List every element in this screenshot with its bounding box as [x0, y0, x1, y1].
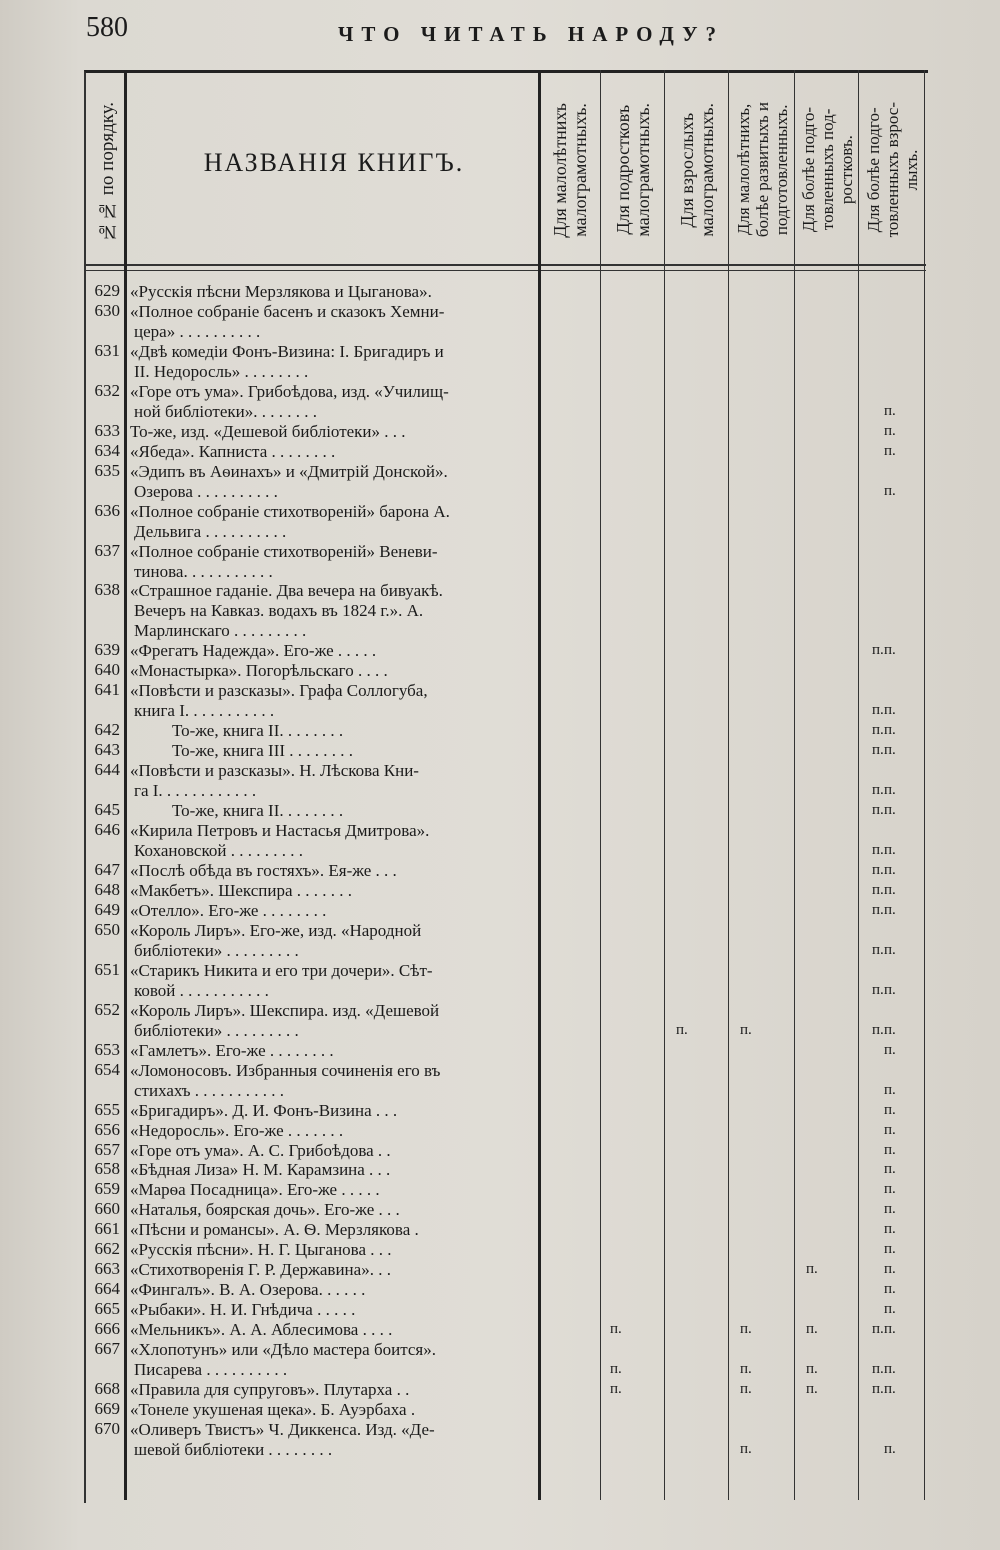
row-number: 629: [94, 281, 120, 300]
recommendation-mark: п.: [884, 862, 896, 878]
book-title-line: «Хлопотунъ» или «Дѣло мастера боится».: [130, 1340, 436, 1360]
book-title-line: ковой . . . . . . . . . . .: [134, 980, 269, 1000]
row-number: 653: [94, 1039, 120, 1059]
row-number: 646: [94, 820, 120, 840]
column-rule: [600, 70, 601, 1500]
row-number: 638: [94, 580, 120, 600]
recommendation-mark: п.: [884, 422, 896, 439]
recommendation-mark: п.: [884, 941, 896, 958]
recommendation-mark: п.: [884, 1281, 896, 1298]
recommendation-mark: п.: [884, 402, 896, 419]
recommendation-mark: п.: [884, 901, 896, 918]
row-number: 660: [94, 1199, 120, 1219]
recommendation-mark: п.: [740, 1361, 752, 1378]
category-header-text: Для болѣе подго- товленныхъ под- ростковъ.: [798, 107, 856, 233]
row-number: 630: [94, 300, 120, 320]
recommendation-mark: п.: [884, 742, 896, 759]
recommendation-mark: п.: [884, 981, 896, 998]
book-title-line: книга I. . . . . . . . . . .: [134, 701, 275, 721]
book-title-line: «Старикъ Никита и его три дочери». Сѣт-: [130, 960, 433, 980]
column-rule: [664, 70, 665, 1500]
book-title-line: «Король Лиръ». Шекспира. изд. «Дешевой: [130, 1000, 440, 1020]
recommendation-mark: п.: [884, 1161, 896, 1178]
book-title-line: шевой библіотеки . . . . . . . .: [134, 1439, 333, 1459]
book-title-line: «Ябеда». Капниста . . . . . . . .: [130, 441, 336, 461]
category-header: [602, 80, 664, 260]
row-number: 657: [94, 1139, 120, 1159]
row-number: 631: [94, 340, 120, 360]
recommendation-mark: п.: [806, 1381, 818, 1398]
row-number: 648: [94, 879, 120, 899]
book-title-line: «Марѳа Посадница». Его-же . . . . .: [130, 1180, 380, 1200]
book-title-line: «Гамлетъ». Его-же . . . . . . . .: [130, 1040, 334, 1060]
title-column-header: НАЗВАНІЯ КНИГЪ.: [203, 148, 465, 177]
row-number: 655: [94, 1099, 120, 1119]
book-title-line: «Послѣ обѣда въ гостяхъ». Ея-же . . .: [130, 861, 397, 880]
row-number: 641: [94, 680, 120, 700]
recommendation-mark: п.: [872, 881, 884, 898]
recommendation-mark: п.: [884, 1221, 896, 1238]
book-title-line: «Полное собраніе стихотвореній» Веневи-: [130, 541, 438, 561]
book-title-line: «Ломоносовъ. Избранныя сочиненія его въ: [130, 1060, 441, 1080]
book-title-line: То-же, книга II. . . . . . . .: [172, 721, 344, 741]
book-title-line: «Русскія пѣсни». Н. Г. Цыганова . . .: [130, 1240, 392, 1260]
recommendation-mark: п.: [884, 702, 896, 719]
row-number: 667: [94, 1339, 120, 1359]
book-title-line: «Повѣсти и разсказы». Н. Лѣскова Кни-: [130, 761, 419, 781]
row-number: 647: [94, 860, 120, 879]
book-title-line: «Русскія пѣсни Мерзлякова и Цыганова».: [130, 282, 432, 301]
recommendation-mark: п.: [872, 1381, 884, 1398]
recommendation-mark: п.: [884, 1141, 896, 1158]
row-number: 645: [94, 800, 120, 820]
book-title-line: «Рыбаки». Н. И. Гнѣдича . . . . .: [130, 1300, 356, 1320]
row-number: 656: [94, 1119, 120, 1139]
book-title-line: «Полное собраніе стихотвореній» барона А.: [130, 501, 450, 521]
book-title-line: То-же, книга II. . . . . . . .: [172, 801, 344, 821]
book-title-line: «Страшное гаданіе. Два вечера на бивуакѣ.: [130, 581, 443, 601]
recommendation-mark: п.: [884, 881, 896, 898]
recommendation-mark: п.: [884, 1101, 896, 1118]
recommendation-mark: п.: [872, 742, 884, 759]
row-number: 636: [94, 500, 120, 520]
column-rule: [794, 70, 795, 1500]
number-column-rule: [124, 70, 127, 1500]
row-number: 661: [94, 1219, 120, 1239]
book-title-line: библіотеки» . . . . . . . . .: [134, 1020, 299, 1040]
recommendation-mark: п.: [884, 802, 896, 819]
recommendation-mark: п.: [806, 1261, 818, 1278]
recommendation-mark: п.: [884, 482, 896, 499]
number-column-header-text: №№ по порядку.: [97, 101, 118, 243]
recommendation-mark: п.: [884, 722, 896, 739]
book-title-line: стихахъ . . . . . . . . . . .: [134, 1080, 285, 1100]
row-number: 650: [94, 919, 120, 939]
row-number: 637: [94, 540, 120, 560]
recommendation-mark: п.: [610, 1381, 622, 1398]
recommendation-mark: п.: [872, 1321, 884, 1338]
row-number: 669: [94, 1399, 120, 1419]
book-title-line: «Правила для супруговъ». Плутарха . .: [130, 1380, 410, 1400]
row-number: 668: [94, 1379, 120, 1399]
recommendation-mark: п.: [884, 1081, 896, 1098]
book-title-line: библіотеки» . . . . . . . . .: [134, 940, 299, 960]
row-number: 651: [94, 959, 120, 979]
header-divider: [84, 264, 926, 271]
recommendation-mark: п.: [872, 802, 884, 819]
row-number: 659: [94, 1179, 120, 1199]
book-title-line: «Фрегатъ Надежда». Его-же . . . . .: [130, 641, 377, 661]
book-title-line: «Тонеле укушеная щека». Б. Ауэрбаха .: [130, 1400, 416, 1420]
row-number: 635: [94, 460, 120, 480]
book-title-line: То-же, изд. «Дешевой библіотеки» . . .: [130, 421, 406, 441]
book-title-line: Кохановской . . . . . . . . .: [134, 841, 303, 861]
recommendation-mark: п.: [872, 702, 884, 719]
row-number: 670: [94, 1419, 120, 1439]
book-title-line: тинова. . . . . . . . . . .: [134, 561, 273, 581]
book-title-line: «Пѣсни и романсы». А. Ѳ. Мерзлякова .: [130, 1220, 419, 1240]
column-rule: [728, 70, 729, 1500]
recommendation-mark: п.: [884, 1041, 896, 1058]
row-number: 658: [94, 1159, 120, 1179]
recommendation-mark: п.: [872, 782, 884, 799]
row-number: 639: [94, 640, 120, 660]
book-title-line: «Бѣдная Лиза» Н. М. Карамзина . . .: [130, 1160, 391, 1180]
recommendation-mark: п.: [884, 1301, 896, 1318]
recommendation-mark: п.: [806, 1361, 818, 1378]
category-header: [540, 80, 600, 260]
book-title-line: «Недоросль». Его-же . . . . . . .: [130, 1120, 344, 1140]
row-number: 664: [94, 1279, 120, 1299]
page-number: 580: [86, 12, 128, 43]
category-header-text: Для болѣе подго- товленныхъ взрос- лыхъ.: [863, 102, 921, 238]
category-header-text: Для малолѣтнихъ, болѣе развитыхъ и подготовленныхъ.: [733, 102, 791, 238]
column-rule: [858, 70, 859, 1500]
book-title-line: «Горе отъ ума». Грибоѣдова, изд. «Училищ-: [130, 381, 449, 401]
book-title-line: «Макбетъ». Шекспира . . . . . . .: [130, 880, 353, 900]
recommendation-mark: п.: [872, 842, 884, 859]
book-title-line: «Эдипъ въ Аѳинахъ» и «Дмитрій Донской».: [130, 461, 448, 481]
book-title-line: Марлинскаго . . . . . . . . .: [134, 621, 307, 641]
row-number: 665: [94, 1299, 120, 1319]
book-title-line: Дельвига . . . . . . . . . .: [134, 521, 287, 541]
recommendation-mark: п.: [740, 1321, 752, 1338]
book-title-line: Вечеръ на Кавказ. водахъ въ 1824 г.». А.: [134, 601, 424, 621]
recommendation-mark: п.: [806, 1321, 818, 1338]
category-header: [860, 80, 924, 260]
recommendation-mark: п.: [610, 1361, 622, 1378]
book-title-line: «Мельникъ». А. А. Аблесимова . . . .: [130, 1320, 393, 1340]
book-title-line: II. Недоросль» . . . . . . . .: [134, 361, 309, 381]
recommendation-mark: п.: [872, 722, 884, 739]
book-title-line: ной библіотеки». . . . . . . .: [134, 401, 317, 421]
book-title-line: «Оливеръ Твистъ» Ч. Диккенса. Изд. «Де-: [130, 1420, 435, 1440]
book-title-line: «Король Лиръ». Его-же, изд. «Народной: [130, 920, 422, 940]
recommendation-mark: п.: [872, 901, 884, 918]
row-number: 643: [94, 740, 120, 760]
book-title-line: «Стихотворенія Г. Р. Державина». . .: [130, 1260, 391, 1280]
recommendation-mark: п.: [884, 1201, 896, 1218]
book-title-line: «Наталья, боярская дочь». Его-же . . .: [130, 1200, 400, 1220]
recommendation-mark: п.: [884, 1381, 896, 1398]
row-number: 642: [94, 720, 120, 740]
recommendation-mark: п.: [884, 442, 896, 459]
book-title-line: Озерова . . . . . . . . . .: [134, 481, 278, 501]
row-number: 634: [94, 440, 120, 460]
category-header: [796, 80, 858, 260]
recommendation-mark: п.: [884, 842, 896, 859]
recommendation-mark: п.: [740, 1440, 752, 1457]
book-title-line: га I. . . . . . . . . . . .: [134, 781, 257, 801]
book-title-line: «Горе отъ ума». А. С. Грибоѣдова . .: [130, 1140, 391, 1160]
book-title-line: «Повѣсти и разсказы». Графа Соллогуба,: [130, 681, 428, 701]
recommendation-mark: п.: [884, 782, 896, 799]
recommendation-mark: п.: [740, 1021, 752, 1038]
row-number: 644: [94, 760, 120, 780]
recommendation-mark: п.: [884, 1440, 896, 1457]
recommendation-mark: п.: [884, 1121, 896, 1138]
column-rule: [924, 70, 925, 1500]
row-number: 663: [94, 1259, 120, 1279]
row-number: 662: [94, 1239, 120, 1259]
book-title-line: «Двѣ комедіи Фонъ-Визина: I. Бригадиръ и: [130, 341, 444, 361]
recommendation-mark: п.: [676, 1021, 688, 1038]
recommendation-mark: п.: [872, 642, 884, 659]
category-header: [666, 80, 728, 260]
book-title-line: «Кирила Петровъ и Настасья Дмитрова».: [130, 821, 430, 841]
row-number: 633: [94, 420, 120, 440]
recommendation-mark: п.: [884, 1181, 896, 1198]
recommendation-mark: п.: [740, 1381, 752, 1398]
recommendation-mark: п.: [872, 862, 884, 878]
row-number: 649: [94, 899, 120, 919]
row-number: 632: [94, 380, 120, 400]
recommendation-mark: п.: [884, 1361, 896, 1378]
row-number: 654: [94, 1059, 120, 1079]
recommendation-mark: п.: [872, 941, 884, 958]
category-header-text: Для подростковъ малограмотныхъ.: [613, 103, 653, 237]
number-column-header: [92, 92, 124, 252]
recommendation-mark: п.: [884, 1021, 896, 1038]
running-title: ЧТО ЧИТАТЬ НАРОДУ?: [338, 22, 725, 46]
book-title-line: «Бригадиръ». Д. И. Фонъ-Визина . . .: [130, 1100, 398, 1120]
recommendation-mark: п.: [884, 1241, 896, 1258]
row-number: 652: [94, 999, 120, 1019]
category-header-text: Для взрослыхъ малограмотныхъ.: [677, 103, 717, 237]
category-header: [730, 80, 794, 260]
recommendation-mark: п.: [610, 1321, 622, 1338]
recommendation-mark: п.: [884, 642, 896, 659]
recommendation-mark: п.: [884, 1261, 896, 1278]
book-title-line: То-же, книга III . . . . . . . .: [172, 741, 354, 761]
book-title-line: «Монастырка». Погорѣльскаго . . . .: [130, 661, 388, 681]
recommendation-mark: п.: [872, 1021, 884, 1038]
book-title-line: цера» . . . . . . . . . .: [134, 321, 261, 341]
title-column-rule: [538, 70, 541, 1500]
recommendation-mark: п.: [884, 1321, 896, 1338]
row-number: 666: [94, 1319, 120, 1339]
recommendation-mark: п.: [872, 1361, 884, 1378]
book-title-line: «Отелло». Его-же . . . . . . . .: [130, 900, 327, 920]
book-title-line: Писарева . . . . . . . . . .: [134, 1360, 288, 1380]
category-header-text: Для малолѣтнихъ малограмотныхъ.: [550, 102, 590, 238]
recommendation-mark: п.: [872, 981, 884, 998]
book-title-line: «Фингалъ». В. А. Озерова. . . . . .: [130, 1280, 366, 1300]
book-title-line: «Полное собраніе басенъ и сказокъ Хемни-: [130, 301, 445, 321]
row-number: 640: [94, 660, 120, 680]
